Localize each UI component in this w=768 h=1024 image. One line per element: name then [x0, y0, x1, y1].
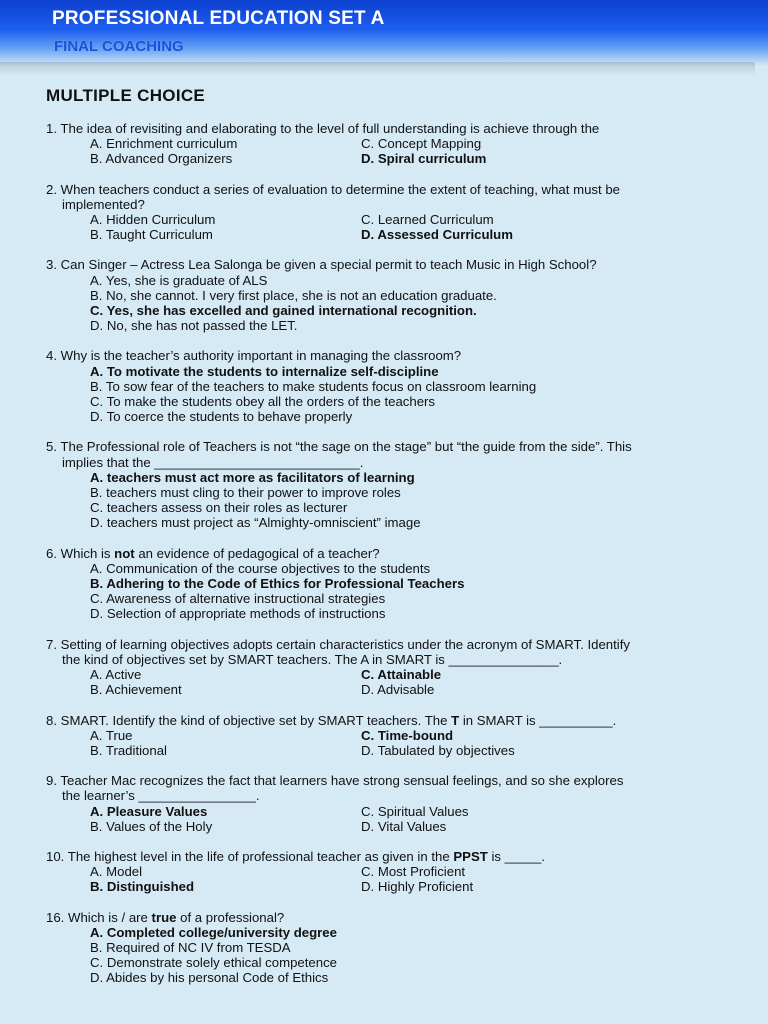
question-list — [46, 121, 746, 1001]
option-b: B. Advanced Organizers — [90, 151, 233, 167]
header-shadow — [0, 62, 755, 76]
page-title: PROFESSIONAL EDUCATION SET A — [52, 8, 385, 29]
option-a: A. Yes, she is graduate of ALS — [90, 272, 268, 288]
option-a: A. Hidden Curriculum — [90, 212, 216, 228]
answer-options — [46, 667, 746, 697]
question-1 — [46, 121, 746, 167]
option-c: C. Learned Curriculum — [361, 212, 494, 228]
question-3 — [46, 257, 746, 333]
option-a-answer: A. Pleasure Values — [90, 803, 208, 819]
question-stem: 9. Teacher Mac recognizes the fact that learners have strong sensual feelings, and so she explores the learner’s ________________. — [46, 773, 624, 804]
option-a: A. Model — [90, 864, 143, 880]
option-c-answer: C. Attainable — [361, 667, 442, 683]
option-b: B. teachers must cling to their power to improve roles — [90, 485, 401, 501]
option-b-answer: B. Adhering to the Code of Ethics for Professional Teachers — [90, 576, 465, 592]
option-a: A. Communication of the course objectives to the students — [90, 560, 431, 576]
question-stem: 8. SMART. Identify the kind of objective set by SMART teachers. The T in SMART is __________. — [46, 712, 617, 728]
option-b-answer: B. Distinguished — [90, 879, 195, 895]
option-b: B. Values of the Holy — [90, 818, 213, 834]
question-8 — [46, 713, 746, 759]
question-16 — [46, 910, 746, 986]
option-c: C. Spiritual Values — [361, 803, 469, 819]
answer-options — [46, 273, 746, 334]
question-9 — [46, 773, 746, 834]
answer-options — [46, 136, 746, 166]
question-5 — [46, 439, 746, 530]
question-2 — [46, 182, 746, 243]
question-stem: 10. The highest level in the life of professional teacher as given in the PPST is _____. — [46, 848, 545, 864]
answer-options — [46, 561, 746, 622]
option-b: B. Achievement — [90, 682, 182, 698]
option-c: C. teachers assess on their roles as lecturer — [90, 500, 348, 516]
option-c: C. Concept Mapping — [361, 136, 482, 152]
option-a: A. True — [90, 727, 133, 743]
option-d: D. Highly Proficient — [361, 879, 474, 895]
question-stem: 7. Setting of learning objectives adopts certain characteristics under the acronym of SMART. Identify the kind of objectives set by SMART teachers. The A in SMART is _______________. — [46, 636, 630, 667]
option-a-answer: A. teachers must act more as facilitators of learning — [90, 469, 415, 485]
option-d: D. Advisable — [361, 682, 435, 698]
option-b: B. To sow fear of the teachers to make students focus on classroom learning — [90, 378, 537, 394]
option-c-answer: C. Time-bound — [361, 727, 454, 743]
question-7 — [46, 637, 746, 698]
option-d: D. To coerce the students to behave properly — [90, 409, 353, 425]
option-d: D. No, she has not passed the LET. — [90, 318, 298, 334]
question-stem: 1. The idea of revisiting and elaborating to the level of full understanding is achieve through the — [46, 121, 600, 136]
option-d: D. Vital Values — [361, 818, 447, 834]
option-d: D. teachers must project as “Almighty-omniscient” image — [90, 515, 421, 531]
option-c-answer: C. Yes, she has excelled and gained international recognition. — [90, 303, 477, 319]
option-d-answer: D. Spiral curriculum — [361, 151, 487, 167]
question-4 — [46, 348, 746, 424]
option-c: C. Awareness of alternative instructional strategies — [90, 591, 386, 607]
answer-options — [46, 470, 746, 531]
answer-options — [46, 925, 746, 986]
option-d: D. Selection of appropriate methods of instructions — [90, 606, 386, 622]
option-b: B. Required of NC IV from TESDA — [90, 939, 291, 955]
question-stem: 3. Can Singer – Actress Lea Salonga be given a special permit to teach Music in High School? — [46, 257, 597, 273]
option-b: B. Taught Curriculum — [90, 227, 213, 243]
option-d: D. Tabulated by objectives — [361, 742, 515, 758]
page-subtitle: FINAL COACHING — [54, 38, 184, 55]
answer-options — [46, 364, 746, 425]
question-stem: 16. Which is / are true of a professional? — [46, 909, 285, 925]
option-d: D. Abides by his personal Code of Ethics — [90, 970, 329, 986]
question-stem: 4. Why is the teacher’s authority important in managing the classroom? — [46, 348, 462, 364]
question-6 — [46, 546, 746, 622]
question-stem: 2. When teachers conduct a series of evaluation to determine the extent of teaching, what must be implemented? — [46, 181, 620, 212]
question-stem: 5. The Professional role of Teachers is not “the sage on the stage” but “the guide from the side”. This implies that the ____________________________. — [46, 439, 632, 470]
question-10 — [46, 849, 746, 895]
option-b: B. Traditional — [90, 742, 167, 758]
answer-options — [46, 864, 746, 894]
answer-options — [46, 804, 746, 834]
option-c: C. To make the students obey all the orders of the teachers — [90, 394, 436, 410]
option-c: C. Most Proficient — [361, 864, 466, 880]
question-stem: 6. Which is not an evidence of pedagogical of a teacher? — [46, 545, 380, 561]
option-a-answer: A. Completed college/university degree — [90, 924, 337, 940]
answer-options — [46, 728, 746, 758]
option-b: B. No, she cannot. I very first place, she is not an education graduate. — [90, 287, 497, 303]
option-c: C. Demonstrate solely ethical competence — [90, 955, 338, 971]
option-a: A. Enrichment curriculum — [90, 136, 238, 152]
section-title: MULTIPLE CHOICE — [46, 86, 206, 105]
answer-options — [46, 212, 746, 242]
option-a: A. Active — [90, 667, 142, 683]
option-a-answer: A. To motivate the students to internalize self-discipline — [90, 363, 439, 379]
option-d-answer: D. Assessed Curriculum — [361, 227, 513, 243]
